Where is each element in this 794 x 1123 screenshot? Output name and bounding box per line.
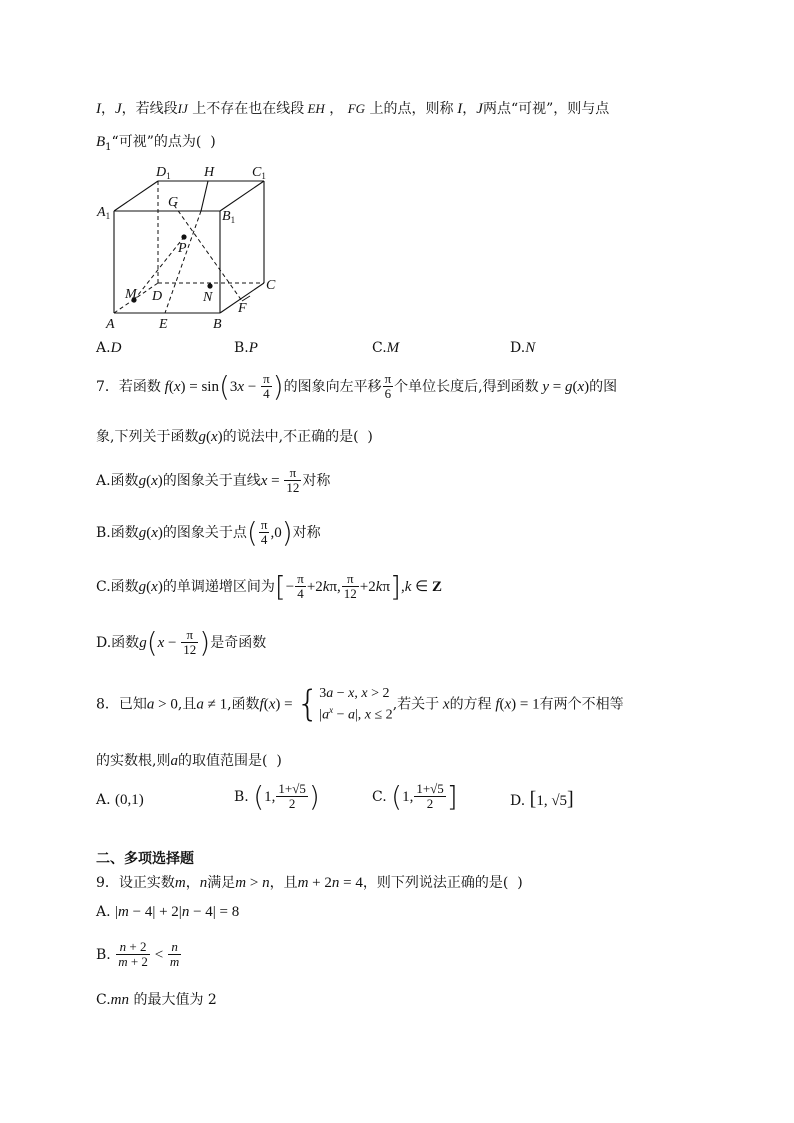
section-title: 二、多项选择题 [96, 851, 194, 867]
q7-stem-line2: 象,下列关于函数g(x)的说法中,不正确的是( ) [96, 429, 373, 445]
q9-option-a[interactable]: A. |m − 4| + 2|n − 4| = 8 [96, 904, 240, 920]
label-C: C [266, 278, 276, 293]
q6-option-c[interactable]: C.M [372, 340, 400, 356]
q9-stem: 9．设正实数m，n满足m > n，且m + 2n = 4，则下列说法正确的是( ) [96, 875, 523, 891]
label-B1: $B_1$ [222, 209, 236, 225]
cube-figure [92, 160, 292, 335]
label-D: D [152, 289, 163, 304]
q8-option-c[interactable]: C. (1, $\frac{1+√5}{2}$ ] [372, 779, 458, 813]
label-G: G [168, 195, 179, 210]
q6-option-d[interactable]: D.N [510, 340, 536, 356]
q7-option-b[interactable]: B.函数g(x)的图象关于点( $\frac{\pi}{4}$ ,0)对称 [96, 515, 321, 549]
q7-option-a[interactable]: A.函数g(x)的图象关于直线x = $\frac{\pi}{12}$ 对称 [96, 465, 331, 496]
label-P: P [178, 241, 187, 256]
label-H: H [204, 165, 215, 180]
q6-option-a[interactable]: A.D [96, 340, 122, 356]
label-A: A [106, 317, 115, 332]
label-F: F [238, 301, 247, 316]
q6-line2: $B_1“$可视”的点为( ) [96, 134, 216, 153]
label-C1: $C_1$ [252, 165, 266, 181]
q6-line1: I，J，若线段IJ 上不存在也在线段 EH ， FG 上的点，则称 I，J两点“可视”，则与点 [96, 101, 610, 117]
label-M: M [125, 287, 137, 302]
q8-option-a[interactable]: A. (0,1) [96, 792, 144, 808]
label-A1: $A_1$ [97, 205, 111, 221]
q8-stem-line1: 8．已知a > 0,且a ≠ 1,函数f(x) = { 3a − x, x > 2 $|a^x - a|$, x ≤ 2 ,若关于 x的方程 f(x) = 1有两个不相等 [96, 683, 624, 725]
q6-option-b[interactable]: B.P [234, 340, 258, 356]
q9-option-b[interactable]: B. $\frac{n + 2}{m + 2}$ < $\frac{n}{m}$ [96, 939, 180, 970]
label-E: E [159, 317, 168, 332]
q8-option-d[interactable]: D. [1, √5] [510, 788, 574, 810]
q7-option-c[interactable]: C.函数g(x)的单调递增区间为[− $\frac{\pi}{4}$ +2kπ, $\frac{\pi}{12}$ +2kπ],k ∈ Z [96, 569, 442, 603]
q8-option-b[interactable]: B. (1, $\frac{1+√5}{2}$ ) [234, 779, 320, 813]
label-N: N [203, 290, 213, 305]
q7-stem-line1: 7．若函数 f(x) = sin(3x − $\frac{\pi}{4}$ )的图象向左平移 $\frac{\pi}{6}$ 个单位长度后,得到函数 y = g(x)的图 [96, 369, 618, 403]
q9-option-c[interactable]: C.mn 的最大值为 2 [96, 992, 217, 1008]
q7-option-d[interactable]: D.函数g(x − $\frac{\pi}{12}$ )是奇函数 [96, 625, 267, 659]
label-D1: $D_1$ [156, 165, 171, 181]
q8-stem-line2: 的实数根,则a的取值范围是( ) [96, 753, 282, 769]
label-B: B [213, 317, 222, 332]
